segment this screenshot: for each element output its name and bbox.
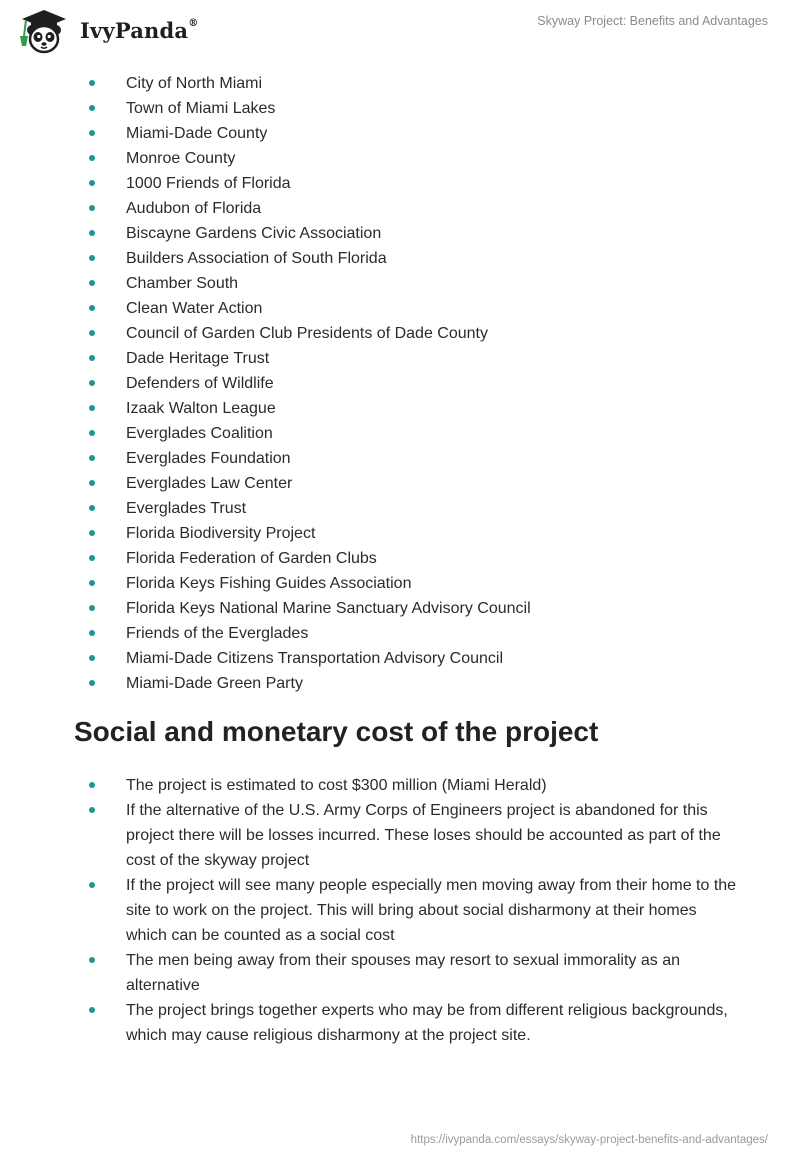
list-item: Everglades Trust [0, 496, 591, 521]
bullet-icon [89, 957, 95, 963]
list-item: Monroe County [0, 146, 591, 171]
list-item: Builders Association of South Florida [0, 246, 591, 271]
ivypanda-logo[interactable] [14, 8, 198, 56]
list-item: Florida Keys National Marine Sanctuary Advisory Council [0, 596, 591, 621]
bullet-icon [89, 555, 95, 561]
list-item: If the alternative of the U.S. Army Corps of Engineers project is abandoned for this project there will be losses incurred. These loses should be accounted as part of the cost of the skyway project [0, 798, 800, 873]
list-item: Everglades Foundation [0, 446, 591, 471]
bullet-icon [89, 882, 95, 888]
list-item: Everglades Law Center [0, 471, 591, 496]
bullet-icon [89, 180, 95, 186]
list-item: Friends of the Everglades [0, 621, 591, 646]
bullet-icon [89, 505, 95, 511]
list-item: The men being away from their spouses may resort to sexual immorality as an alternative [0, 948, 800, 998]
list-item: Audubon of Florida [0, 196, 591, 221]
bullet-icon [89, 105, 95, 111]
panda-graduation-cap-icon [14, 8, 74, 56]
page-header [0, 0, 800, 60]
bullet-icon [89, 455, 95, 461]
bullet-icon [89, 605, 95, 611]
bullet-icon [89, 530, 95, 536]
bullet-icon [89, 80, 95, 86]
bullet-icon [89, 782, 95, 788]
bullet-icon [89, 130, 95, 136]
bullet-icon [89, 255, 95, 261]
list-item: Miami-Dade County [0, 121, 591, 146]
bullet-icon [89, 655, 95, 661]
list-item: The project brings together experts who may be from different religious backgrounds, which may cause religious disharmony at the project site. [0, 998, 800, 1048]
bullet-icon [89, 355, 95, 361]
stakeholder-list [0, 71, 591, 696]
bullet-icon [89, 155, 95, 161]
list-item: Clean Water Action [0, 296, 591, 321]
list-item: 1000 Friends of Florida [0, 171, 591, 196]
list-item: Izaak Walton League [0, 396, 591, 421]
source-url[interactable]: https://ivypanda.com/essays/skyway-project-benefits-and-advantages/ [410, 1134, 768, 1146]
list-item: If the project will see many people especially men moving away from their home to the site to work on the project. This will bring about social disharmony at their homes which can be counted as a social cost [0, 873, 800, 948]
brand-name: IvyPanda® [80, 17, 199, 43]
bullet-icon [89, 405, 95, 411]
bullet-icon [89, 380, 95, 386]
registered-mark: ® [188, 17, 199, 29]
list-item: Miami-Dade Citizens Transportation Advisory Council [0, 646, 591, 671]
bullet-icon [89, 680, 95, 686]
list-item: Miami-Dade Green Party [0, 671, 591, 696]
cost-list [0, 773, 800, 1048]
bullet-icon [89, 1007, 95, 1013]
list-item: Defenders of Wildlife [0, 371, 591, 396]
bullet-icon [89, 330, 95, 336]
list-item: Florida Federation of Garden Clubs [0, 546, 591, 571]
bullet-icon [89, 580, 95, 586]
list-item: Council of Garden Club Presidents of Dade County [0, 321, 591, 346]
list-item: Everglades Coalition [0, 421, 591, 446]
list-item: Florida Biodiversity Project [0, 521, 591, 546]
list-item: The project is estimated to cost $300 million (Miami Herald) [0, 773, 800, 798]
bullet-icon [89, 480, 95, 486]
list-item: Dade Heritage Trust [0, 346, 591, 371]
document-title: Skyway Project: Benefits and Advantages [537, 14, 768, 28]
bullet-icon [89, 205, 95, 211]
bullet-icon [89, 807, 95, 813]
list-item: Biscayne Gardens Civic Association [0, 221, 591, 246]
bullet-icon [89, 630, 95, 636]
bullet-icon [89, 305, 95, 311]
section-heading: Social and monetary cost of the project [74, 716, 599, 747]
bullet-icon [89, 430, 95, 436]
list-item: Florida Keys Fishing Guides Association [0, 571, 591, 596]
list-item: City of North Miami [0, 71, 591, 96]
bullet-icon [89, 280, 95, 286]
bullet-icon [89, 230, 95, 236]
list-item: Town of Miami Lakes [0, 96, 591, 121]
list-item: Chamber South [0, 271, 591, 296]
